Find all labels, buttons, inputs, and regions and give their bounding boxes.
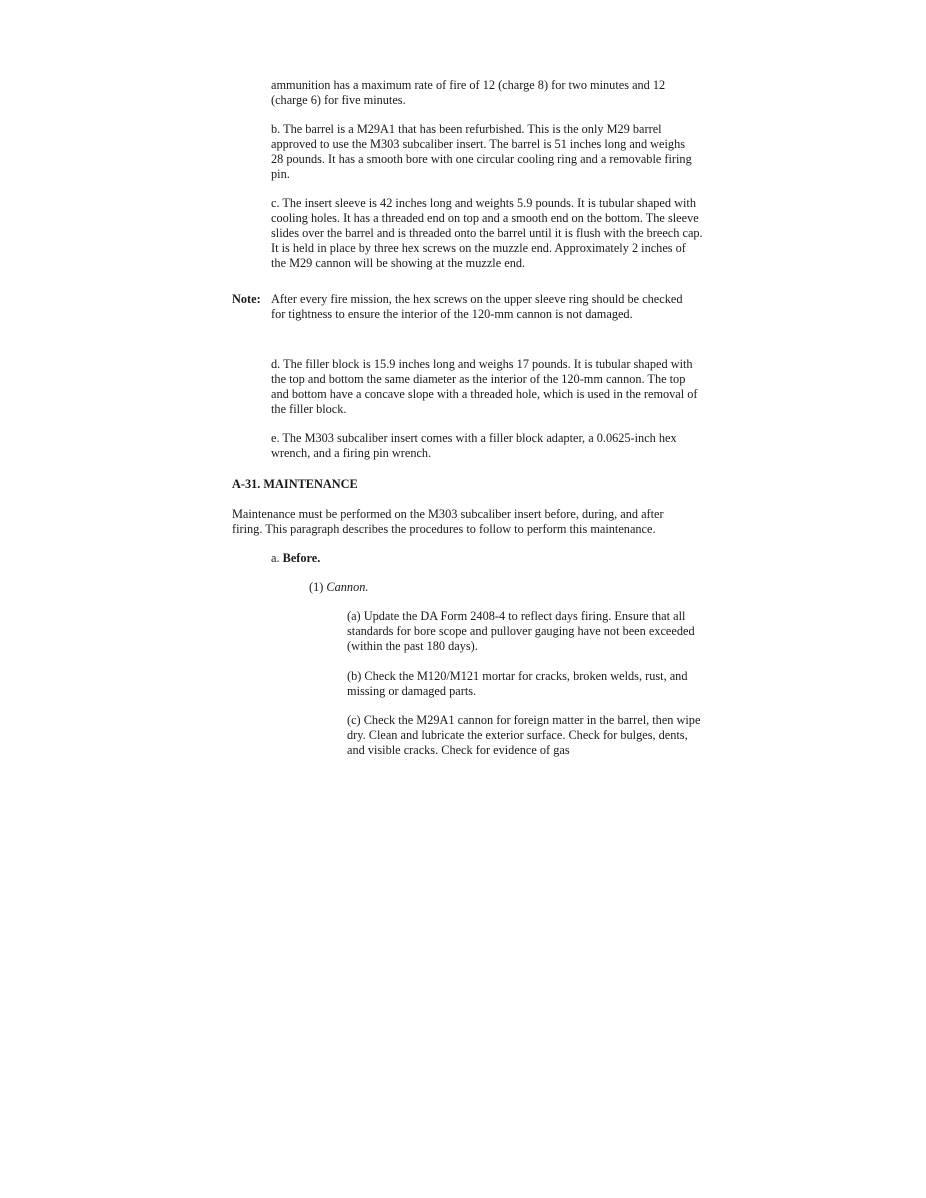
paragraph-intro-continuation: ammunition has a maximum rate of fire of 12 (charge 8) for two minutes and 12 (charge 6) for five minutes. bbox=[271, 78, 666, 107]
item-a-update-form: (a) Update the DA Form 2408-4 to reflect days firing. Ensure that all standards for bore scope and pullover gauging have not been exceeded (within the past 180 days). bbox=[347, 609, 695, 653]
paragraph-e-accessories: e. The M303 subcaliber insert comes with a filler block adapter, a 0.0625-inch hex wrench, and a firing pin wrench. bbox=[271, 431, 677, 460]
subheading-a-prefix: a. bbox=[271, 551, 280, 565]
item-b-check-mortar: (b) Check the M120/M121 mortar for cracks, broken welds, rust, and missing or damaged parts. bbox=[347, 669, 688, 698]
paragraph-d-filler-block: d. The filler block is 15.9 inches long and weighs 17 pounds. It is tubular shaped with the top and bottom the same diameter as the interior of the 120-mm cannon. The top and bottom have a concave slope with a threaded hole, which is used in the removal of the filler block. bbox=[271, 357, 698, 416]
note-text: After every fire mission, the hex screws on the upper sleeve ring should be checked for tightness to ensure the interior of the 120-mm cannon is not damaged. bbox=[271, 292, 683, 321]
subheading-1-prefix: (1) bbox=[309, 580, 324, 594]
paragraph-b-barrel: b. The barrel is a M29A1 that has been refurbished. This is the only M29 barrel approved to use the M303 subcaliber insert. The barrel is 51 inches long and weighs 28 pounds. It has a smooth bore with one circular cooling ring and a removable firing pin. bbox=[271, 122, 692, 181]
section-heading: A-31. MAINTENANCE bbox=[232, 477, 358, 491]
subheading-1-title: Cannon. bbox=[326, 580, 369, 594]
subheading-1-cannon bbox=[309, 580, 368, 595]
item-c-check-cannon: (c) Check the M29A1 cannon for foreign matter in the barrel, then wipe dry. Clean and lubricate the exterior surface. Check for bulges, dents, and visible cracks. Check for evidence of gas bbox=[347, 713, 701, 757]
subheading-a-title: Before. bbox=[282, 551, 321, 565]
note-label: Note: bbox=[232, 292, 261, 306]
subheading-a-before bbox=[271, 551, 320, 566]
paragraph-c-insert-sleeve: c. The insert sleeve is 42 inches long and weights 5.9 pounds. It is tubular shaped with cooling holes. It has a threaded end on top and a smooth end on the bottom. The sleeve slides over the barrel and is threaded onto the barrel until it is flush with the breech cap. It is held in place by three hex screws on the muzzle end. Approximately 2 inches of the M29 cannon will be showing at the muzzle end. bbox=[271, 196, 703, 270]
section-intro-paragraph: Maintenance must be performed on the M303 subcaliber insert before, during, and after firing. This paragraph describes the procedures to follow to perform this maintenance. bbox=[232, 507, 664, 536]
